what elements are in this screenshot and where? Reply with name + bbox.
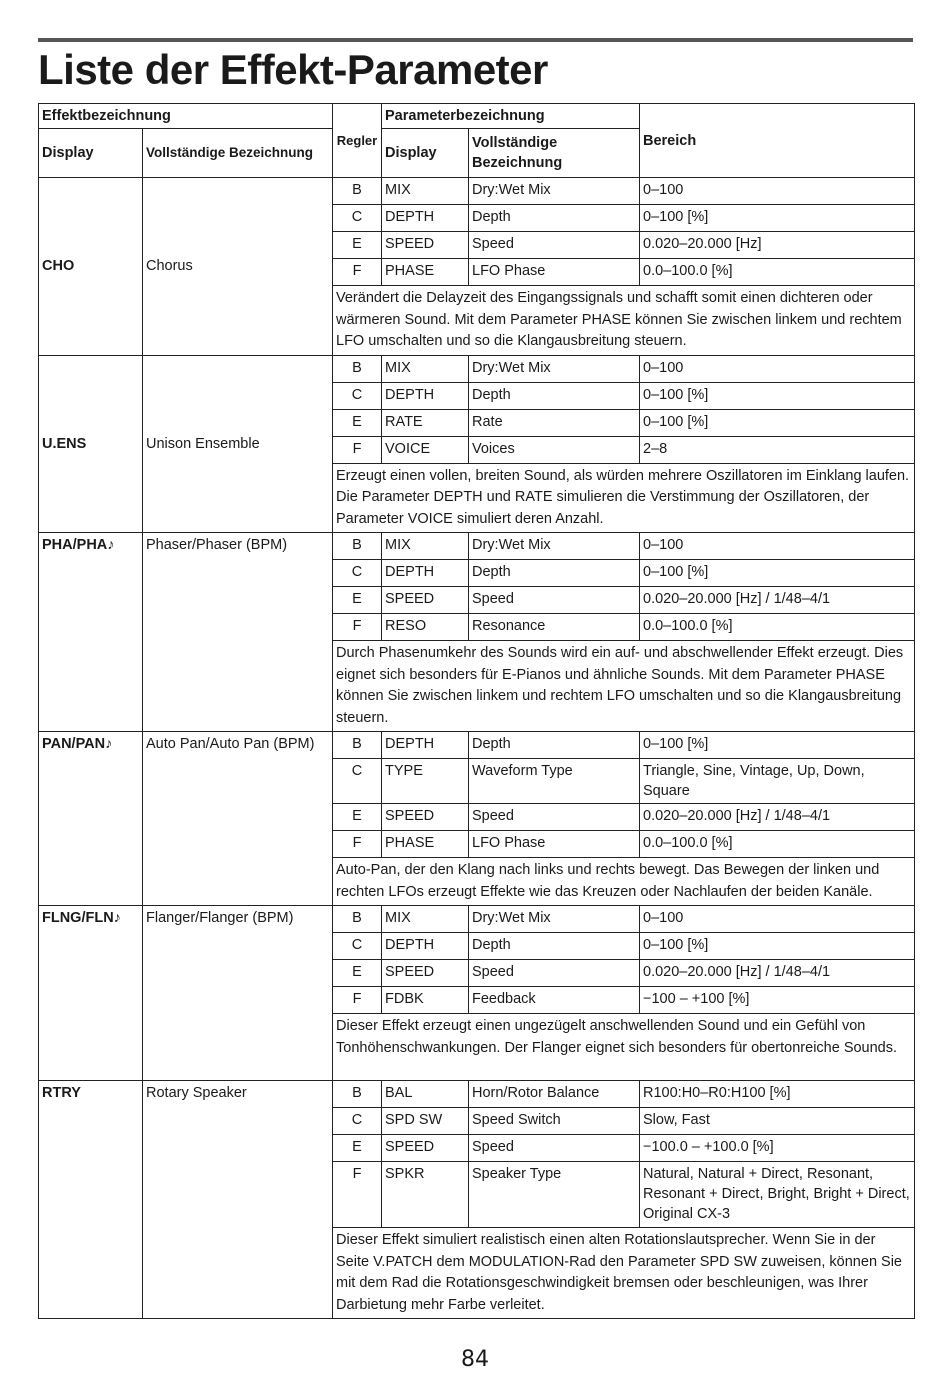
param-range: 0–100	[640, 533, 915, 560]
param-full-name: Speed	[469, 587, 640, 614]
param-full-name: Speed	[469, 804, 640, 831]
effect-group-header: Effektbezeichnung	[39, 104, 333, 129]
param-display: SPEED	[382, 1135, 469, 1162]
param-display-header: Display	[382, 129, 469, 178]
param-display: MIX	[382, 906, 469, 933]
effect-description: Erzeugt einen vollen, breiten Sound, als würden mehrere Oszillatoren im Einklang laufen. Die Parameter DEPTH und RATE simulieren die Verstimmung der Oszillatoren, der Parameter VOICE simuliert deren Anzahl.	[333, 463, 915, 533]
param-full-name: Depth	[469, 933, 640, 960]
param-full-name: Depth	[469, 382, 640, 409]
table-row	[39, 732, 915, 759]
param-range: 0–100 [%]	[640, 409, 915, 436]
param-full-name: Voices	[469, 436, 640, 463]
table-header	[39, 104, 915, 178]
param-full-name: Dry:Wet Mix	[469, 906, 640, 933]
page-title: Liste der Effekt-Parameter	[38, 46, 548, 93]
param-full-name: Feedback	[469, 987, 640, 1014]
param-knob: C	[333, 759, 382, 804]
param-range: 0–100 [%]	[640, 382, 915, 409]
param-range: 0.0–100.0 [%]	[640, 831, 915, 858]
title-rule	[38, 38, 913, 42]
param-knob: E	[333, 960, 382, 987]
param-display: DEPTH	[382, 933, 469, 960]
effect-full-name: Flanger/Flanger (BPM)	[143, 906, 333, 1081]
param-full-name: Resonance	[469, 614, 640, 641]
param-range: 0–100 [%]	[640, 560, 915, 587]
param-display: PHASE	[382, 831, 469, 858]
full-name-header: Vollständige Bezeichnung	[143, 129, 333, 178]
table-row	[39, 533, 915, 560]
param-full-name: Speed	[469, 1135, 640, 1162]
param-knob: B	[333, 355, 382, 382]
effect-full-name: Auto Pan/Auto Pan (BPM)	[143, 732, 333, 906]
param-knob: B	[333, 906, 382, 933]
param-knob: E	[333, 804, 382, 831]
effect-full-name: Phaser/Phaser (BPM)	[143, 533, 333, 732]
param-full-name: Depth	[469, 205, 640, 232]
param-full-name: Speed	[469, 232, 640, 259]
table-row	[39, 1081, 915, 1108]
param-knob: C	[333, 382, 382, 409]
param-range: Natural, Natural + Direct, Resonant, Resonant + Direct, Bright, Bright + Direct, Original CX-3	[640, 1162, 915, 1228]
table-row	[39, 906, 915, 933]
param-knob: E	[333, 1135, 382, 1162]
display-header: Display	[39, 129, 143, 178]
param-display: MIX	[382, 355, 469, 382]
param-range: Triangle, Sine, Vintage, Up, Down, Square	[640, 759, 915, 804]
knob-header: Regler	[333, 104, 382, 178]
table-row	[39, 355, 915, 382]
param-knob: F	[333, 259, 382, 286]
param-knob: C	[333, 560, 382, 587]
param-knob: C	[333, 205, 382, 232]
param-range: 0–100	[640, 906, 915, 933]
param-full-name: Waveform Type	[469, 759, 640, 804]
param-display: MIX	[382, 178, 469, 205]
param-range: Slow, Fast	[640, 1108, 915, 1135]
param-range: 0.0–100.0 [%]	[640, 259, 915, 286]
param-display: DEPTH	[382, 382, 469, 409]
param-display: SPD SW	[382, 1108, 469, 1135]
param-knob: F	[333, 614, 382, 641]
effect-description: Auto-Pan, der den Klang nach links und rechts bewegt. Das Bewegen der linken und rechten LFOs erzeugt Effekte wie das Kreuzen oder Nachlaufen der beiden Kanäle.	[333, 858, 915, 906]
param-full-name: Speed	[469, 960, 640, 987]
param-full-name: Horn/Rotor Balance	[469, 1081, 640, 1108]
param-knob: E	[333, 587, 382, 614]
param-range: 0–100	[640, 178, 915, 205]
effect-rows	[39, 178, 915, 1319]
param-full-name: Speed Switch	[469, 1108, 640, 1135]
param-display: SPEED	[382, 232, 469, 259]
param-full-name: LFO Phase	[469, 259, 640, 286]
param-range: R100:H0–R0:H100 [%]	[640, 1081, 915, 1108]
param-full-name: Rate	[469, 409, 640, 436]
param-range: −100 – +100 [%]	[640, 987, 915, 1014]
param-display: MIX	[382, 533, 469, 560]
param-knob: F	[333, 1162, 382, 1228]
param-display: DEPTH	[382, 560, 469, 587]
param-display: DEPTH	[382, 732, 469, 759]
param-display: SPEED	[382, 804, 469, 831]
param-range: 0–100 [%]	[640, 933, 915, 960]
param-display: VOICE	[382, 436, 469, 463]
range-header: Bereich	[640, 104, 915, 178]
effect-description: Dieser Effekt erzeugt einen ungezügelt anschwellenden Sound und ein Gefühl von Tonhöhenschwankungen. Der Flanger eignet sich besonders für obertonreiche Sounds.	[333, 1014, 915, 1081]
param-full-name: Speaker Type	[469, 1162, 640, 1228]
param-full-name: Depth	[469, 560, 640, 587]
page-number: 84	[461, 1347, 489, 1372]
param-display: TYPE	[382, 759, 469, 804]
effect-display: CHO	[39, 178, 143, 356]
effect-full-name: Chorus	[143, 178, 333, 356]
param-display: FDBK	[382, 987, 469, 1014]
param-range: −100.0 – +100.0 [%]	[640, 1135, 915, 1162]
effect-display: PAN/PAN♪	[39, 732, 143, 906]
param-knob: E	[333, 409, 382, 436]
effect-display: PHA/PHA♪	[39, 533, 143, 732]
param-full-name: Depth	[469, 732, 640, 759]
param-knob: C	[333, 1108, 382, 1135]
param-range: 0.0–100.0 [%]	[640, 614, 915, 641]
param-display: DEPTH	[382, 205, 469, 232]
effect-description: Dieser Effekt simuliert realistisch einen alten Rotationslautsprecher. Wenn Sie in der Seite V.PATCH dem MODULATION-Rad den Parameter SPD SW zuweisen, können Sie mit dem Rad die Rotationsgeschwindigkeit bremsen oder beschleunigen, was Ihrer Darbietung mehr Farbe verleitet.	[333, 1228, 915, 1319]
effect-display: U.ENS	[39, 355, 143, 533]
param-full-name-header: Vollständige Bezeichnung	[469, 129, 640, 178]
effect-display: FLNG/FLN♪	[39, 906, 143, 1081]
param-range: 0.020–20.000 [Hz] / 1/48–4/1	[640, 587, 915, 614]
param-range: 0–100 [%]	[640, 732, 915, 759]
param-knob: B	[333, 732, 382, 759]
param-full-name: Dry:Wet Mix	[469, 533, 640, 560]
param-knob: F	[333, 987, 382, 1014]
param-range: 0.020–20.000 [Hz]	[640, 232, 915, 259]
table-row	[39, 178, 915, 205]
param-range: 0.020–20.000 [Hz] / 1/48–4/1	[640, 804, 915, 831]
param-display: RESO	[382, 614, 469, 641]
param-knob: F	[333, 436, 382, 463]
effect-description: Durch Phasenumkehr des Sounds wird ein auf- und abschwellender Effekt erzeugt. Dies eignet sich besonders für E-Pianos und ähnliche Sounds. Mit dem Parameter PHASE können Sie zwischen linkem und rechtem LFO umschalten und so die Klangausbreitung steuern.	[333, 641, 915, 732]
effect-full-name: Unison Ensemble	[143, 355, 333, 533]
parameter-group-header: Parameterbezeichnung	[382, 104, 640, 129]
param-range: 0–100	[640, 355, 915, 382]
effect-description: Verändert die Delayzeit des Eingangssignals und schafft somit einen dichteren oder wärmeren Sound. Mit dem Parameter PHASE können Sie zwischen linkem und rechtem LFO umschalten und so die Klangausbreitung steuern.	[333, 286, 915, 356]
param-display: SPKR	[382, 1162, 469, 1228]
effect-parameter-table	[38, 103, 915, 1319]
param-knob: F	[333, 831, 382, 858]
param-full-name: LFO Phase	[469, 831, 640, 858]
param-display: SPEED	[382, 587, 469, 614]
param-range: 2–8	[640, 436, 915, 463]
param-knob: E	[333, 232, 382, 259]
param-display: BAL	[382, 1081, 469, 1108]
param-range: 0–100 [%]	[640, 205, 915, 232]
param-display: RATE	[382, 409, 469, 436]
param-full-name: Dry:Wet Mix	[469, 178, 640, 205]
param-knob: B	[333, 1081, 382, 1108]
param-full-name: Dry:Wet Mix	[469, 355, 640, 382]
param-range: 0.020–20.000 [Hz] / 1/48–4/1	[640, 960, 915, 987]
param-display: SPEED	[382, 960, 469, 987]
effect-full-name: Rotary Speaker	[143, 1081, 333, 1319]
param-knob: C	[333, 933, 382, 960]
param-knob: B	[333, 533, 382, 560]
effect-display: RTRY	[39, 1081, 143, 1319]
param-knob: B	[333, 178, 382, 205]
param-display: PHASE	[382, 259, 469, 286]
